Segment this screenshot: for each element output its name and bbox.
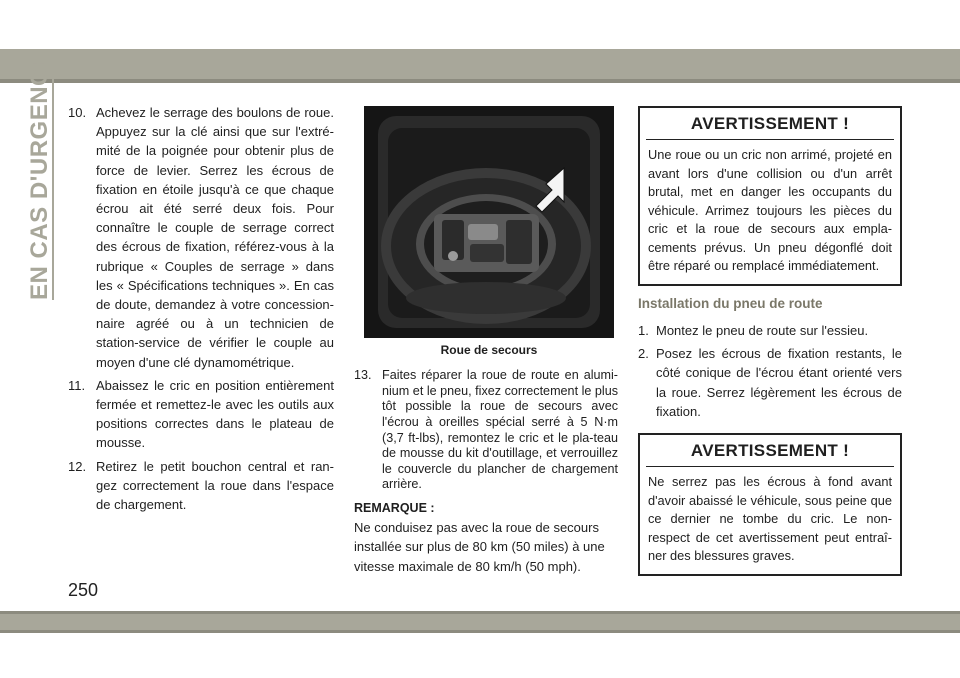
warning-body: Ne serrez pas les écrous à fond avant d'avoir abaissé le véhicule, sous peine que ce dernier ne tombe du cric. Le non-respect de cet avertissement peut entraî-ner des blessures graves. <box>648 474 892 564</box>
spare-wheel-photo <box>364 106 614 338</box>
section-side-title: EN CAS D'URGENCE <box>26 51 53 300</box>
step-number: 12. <box>68 458 87 474</box>
remark-text: Ne conduisez pas avec la roue de secours installée sur plus de 80 km (50 miles) à une vitesse maximale de 80 km/h (50 mph). <box>354 520 605 574</box>
column-left <box>68 103 334 518</box>
step-number: 10. <box>68 105 87 120</box>
page-number: 250 <box>68 580 99 600</box>
column-right <box>638 106 902 584</box>
step-11 <box>68 376 334 453</box>
step-12 <box>68 457 334 515</box>
install-step-2 <box>638 344 902 421</box>
spare-wheel-illustration <box>364 106 614 338</box>
warning-title: AVERTISSEMENT ! <box>646 108 894 140</box>
warning-title: AVERTISSEMENT ! <box>646 435 894 467</box>
step-10 <box>68 103 334 372</box>
step-text: Faites réparer la roue de route en alumi-nium et le pneu, fixez correctement le plus tôt possible la roue de secours avec l'écrou à oreilles spécial serré à 5 N·m (3,7 ft-lbs), remontez le cric et le pla-teau de mousse du kit d'outillage, et verrouillez le couvercle du plancher de chargement arrière. <box>382 368 618 492</box>
step-number: 11. <box>68 377 86 393</box>
step-number: 2. <box>638 346 649 362</box>
step-text: Montez le pneu de route sur l'essieu. <box>656 322 869 338</box>
step-text: Posez les écrous de fixation restants, le côté conique de l'écrou étant orienté vers la roue. Serrez légèrement les écrous de fixation. <box>656 346 902 419</box>
column-middle <box>354 106 618 576</box>
section-heading: Installation du pneu de route <box>638 295 823 311</box>
step-number: 13. <box>354 368 372 383</box>
footer-band <box>0 614 960 630</box>
spare-wheel-figure <box>364 106 614 360</box>
header-rule <box>0 79 960 83</box>
warning-box-2 <box>638 433 902 576</box>
install-step-1 <box>638 321 902 340</box>
remark-label: REMARQUE : <box>354 500 435 515</box>
photo-caption: Roue de secours <box>440 343 538 357</box>
header-band <box>0 49 960 79</box>
step-number: 1. <box>638 322 649 338</box>
warning-box-1 <box>638 106 902 286</box>
step-13 <box>354 368 618 493</box>
step-text: Abaissez le cric en position entièrement fermée et remettez-le avec les outils aux positions correctes dans le plateau de mousse. <box>96 377 334 451</box>
footer-rule-bottom <box>0 630 960 633</box>
warning-body: Une roue ou un cric non arrimé, projeté en avant lors d'une collision ou d'un arrêt brutal, met en danger les occupants du véhicule. Arrimez toujours les pièces du cric et la roue de secours aux empla-cements prévus. Un pneu dégonflé doit être réparé ou remplacé immédiatement. <box>648 147 892 274</box>
step-text: Retirez le petit bouchon central et ran-gez correctement la roue dans l'espace de chargement. <box>96 458 334 513</box>
step-text: Achevez le serrage des boulons de roue. Appuyez sur la clé ainsi que sur l'extré-mité de la poignée pour obtenir plus de force de levier. Serrez les écrous de fixation en étoile jusqu'à ce que chaque écrou ait été serré deux fois. Pour connaître le couple de serrage correct des écrous de fixation, référez-vous à la rubrique « Couples de serrage » dans les « Spécifications techniques ». En cas de doute, demandez à votre concession-naire agréé ou à un technicien de station-service de vérifier le couple au moyen d'une clé dynamométrique. <box>96 105 334 370</box>
